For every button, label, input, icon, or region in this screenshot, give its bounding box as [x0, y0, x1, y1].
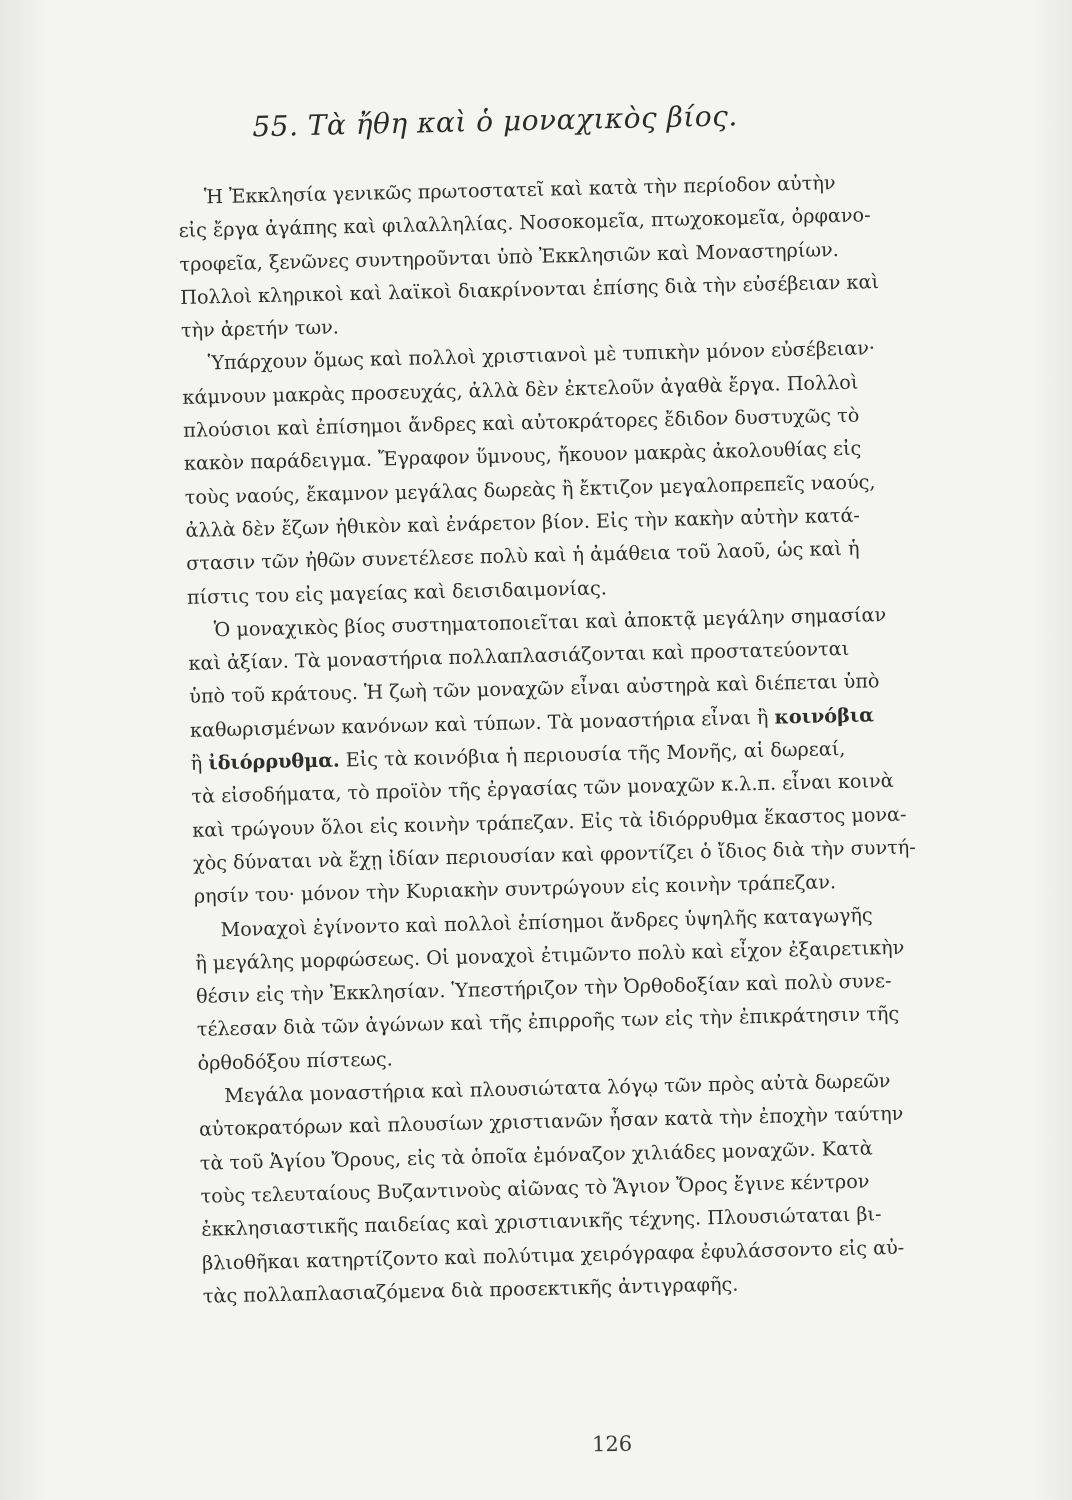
- text-line: Ὑπάρχουν ὅμως καὶ πολλοὶ χριστιανοὶ μὲ τυπικὴν μόνον εὐσέβειαν·: [207, 336, 876, 375]
- paragraph-3: [187, 594, 1054, 913]
- text-fragment: ἢ: [190, 751, 209, 775]
- text-line: ἀλλὰ δὲν ἔζων ἠθικὸν καὶ ἐνάρετον βίον. Εἰς τὴν κακὴν αὐτὴν κατά-: [185, 503, 861, 542]
- paragraph-5: [198, 1060, 1063, 1313]
- chapter-title: 55. Τὰ ἤθη καὶ ὁ μοναχικὸς βίος.: [251, 99, 739, 144]
- scan-shadow-left: [0, 0, 48, 1500]
- text-line: Πολλοὶ κληρικοὶ καὶ λαϊκοὶ διακρίνονται ἐπίσης διὰ τὴν εὐσέβειαν καὶ: [179, 269, 880, 309]
- text-line: Μεγάλα μοναστήρια καὶ πλουσιώτατα λόγῳ τῶν πρὸς αὐτὰ δωρεῶν: [224, 1069, 891, 1108]
- text-line: πίστις του εἰς μαγείας καὶ δεισιδαιμονίας.: [186, 575, 608, 609]
- text-line: στασιν τῶν ἠθῶν συνετέλεσε πολὺ καὶ ἡ ἀμάθεια τοῦ λαοῦ, ὡς καὶ ἡ: [185, 536, 860, 576]
- text-line: θέσιν εἰς τὴν Ἐκκλησίαν. Ὑπεστήριζον τὴν Ὀρθοδοξίαν καὶ πολὺ συνε-: [195, 969, 892, 1008]
- bold-term-koinovia: κοινόβια: [774, 703, 875, 729]
- paragraph-2: [181, 328, 1047, 614]
- text-line: χὸς δύναται νὰ ἔχῃ ἰδίαν περιουσίαν καὶ φροντίζει ὁ ἴδιος διὰ τὴν συντή-: [192, 835, 916, 875]
- text-line: ἐκκλησιαστικῆς παιδείας καὶ χριστιανικῆς τέχνης. Πλουσιώταται βι-: [201, 1202, 882, 1241]
- text-line: τοὺς ναούς, ἔκαμνον μεγάλας δωρεὰς ἢ ἔκτιζον μεγαλοπρεπεῖς ναούς,: [184, 469, 876, 509]
- text-fragment: Εἰς τὰ κοινόβια ἡ περιουσία τῆς Μονῆς, αἱ δωρεαί,: [339, 737, 846, 772]
- text-line: εἰς ἔργα ἀγάπης καὶ φιλαλληλίας. Νοσοκομεῖα, πτωχοκομεῖα, ὀρφανο-: [178, 203, 871, 243]
- bold-term-idiorrythma: ἰδιόρρυθμα.: [208, 748, 340, 775]
- text-line: Ὁ μοναχικὸς βίος συστηματοποιεῖται καὶ ἀποκτᾷ μεγάλην σημασίαν: [213, 602, 887, 642]
- paragraph-4: [194, 894, 1058, 1080]
- paragraph-1: [178, 161, 1042, 347]
- text-line: τροφεῖα, ξενῶνες συντηροῦνται ὑπὸ Ἐκκλησιῶν καὶ Μοναστηρίων.: [179, 237, 839, 276]
- text-line: καὶ τρώγουν ὅλοι εἰς κοινὴν τράπεζαν. Εἰς τὰ ἰδιόρρυθμα ἕκαστος μονα-: [192, 802, 907, 842]
- text-line: καὶ ἀξίαν. Τὰ μοναστήρια πολλαπλασιάζονται καὶ προστατεύονται: [188, 637, 850, 676]
- text-line: κάμνουν μακρὰς προσευχάς, ἀλλὰ δὲν ἐκτελοῦν ἀγαθὰ ἔργα. Πολλοὶ: [182, 370, 859, 409]
- text-line: τὰς πολλαπλασιαζόμενα διὰ προσεκτικῆς ἀντιγραφῆς.: [202, 1272, 739, 1308]
- text-line: Μοναχοὶ ἐγίνοντο καὶ πολλοὶ ἐπίσημοι ἄνδρες ὑψηλῆς καταγωγῆς: [220, 902, 873, 941]
- page-number: 126: [591, 1431, 633, 1457]
- text-line: ἢ μεγάλης μορφώσεως. Οἱ μοναχοὶ ἐτιμῶντο πολὺ καὶ εἶχον ἐξαιρετικὴν: [195, 935, 905, 975]
- book-page: [176, 92, 1063, 1312]
- text-line: τὰ τοῦ Ἁγίου Ὄρους, εἰς τὰ ὁποῖα ἐμόναζον χιλιάδες μοναχῶν. Κατὰ: [199, 1136, 873, 1175]
- text-line: πλούσιοι καὶ ἐπίσημοι ἄνδρες καὶ αὐτοκράτορες ἔδιδον δυστυχῶς τὸ: [182, 403, 860, 442]
- text-line: κακὸν παράδειγμα. Ἔγραφον ὕμνους, ἤκουον μακρὰς ἀκολουθίας εἰς: [183, 436, 862, 476]
- text-fragment: καθωρισμένων κανόνων καὶ τύπων. Τὰ μοναστήρια εἶναι ἢ: [189, 705, 775, 742]
- text-line: αὐτοκρατόρων καὶ πλουσίων χριστιανῶν ἦσαν κατὰ τὴν ἐποχὴν ταύτην: [198, 1102, 904, 1142]
- text-line: τοὺς τελευταίους Βυζαντινοὺς αἰῶνας τὸ Ἅγιον Ὄρος ἔγινε κέντρον: [200, 1169, 870, 1208]
- text-line: τὰ εἰσοδήματα, τὸ προϊὸν τῆς ἐργασίας τῶν μοναχῶν κ.λ.π. εἶναι κοινὰ: [191, 769, 894, 809]
- text-line: ὑπὸ τοῦ κράτους. Ἡ ζωὴ τῶν μοναχῶν εἶναι αὐστηρὰ καὶ διέπεται ὑπὸ: [189, 669, 880, 709]
- text-line: Ἡ Ἐκκλησία γενικῶς πρωτοστατεῖ καὶ κατὰ τὴν περίοδον αὐτὴν: [203, 171, 836, 209]
- text-line: τὴν ἀρετήν των.: [180, 315, 340, 343]
- text-line: ρησίν του· μόνον τὴν Κυριακὴν συντρώγουν εἰς κοινὴν τράπεζαν.: [193, 870, 837, 909]
- text-line: τέλεσαν διὰ τῶν ἀγώνων καὶ τῆς ἐπιρροῆς των εἰς τὴν ἐπικράτησιν τῆς: [196, 1002, 900, 1042]
- text-line: ὀρθοδόξου πίστεως.: [197, 1047, 393, 1075]
- text-line: βλιοθῆκαι κατηρτίζοντο καὶ πολύτιμα χειρόγραφα ἐφυλάσσοντο εἰς αὐ-: [201, 1235, 905, 1275]
